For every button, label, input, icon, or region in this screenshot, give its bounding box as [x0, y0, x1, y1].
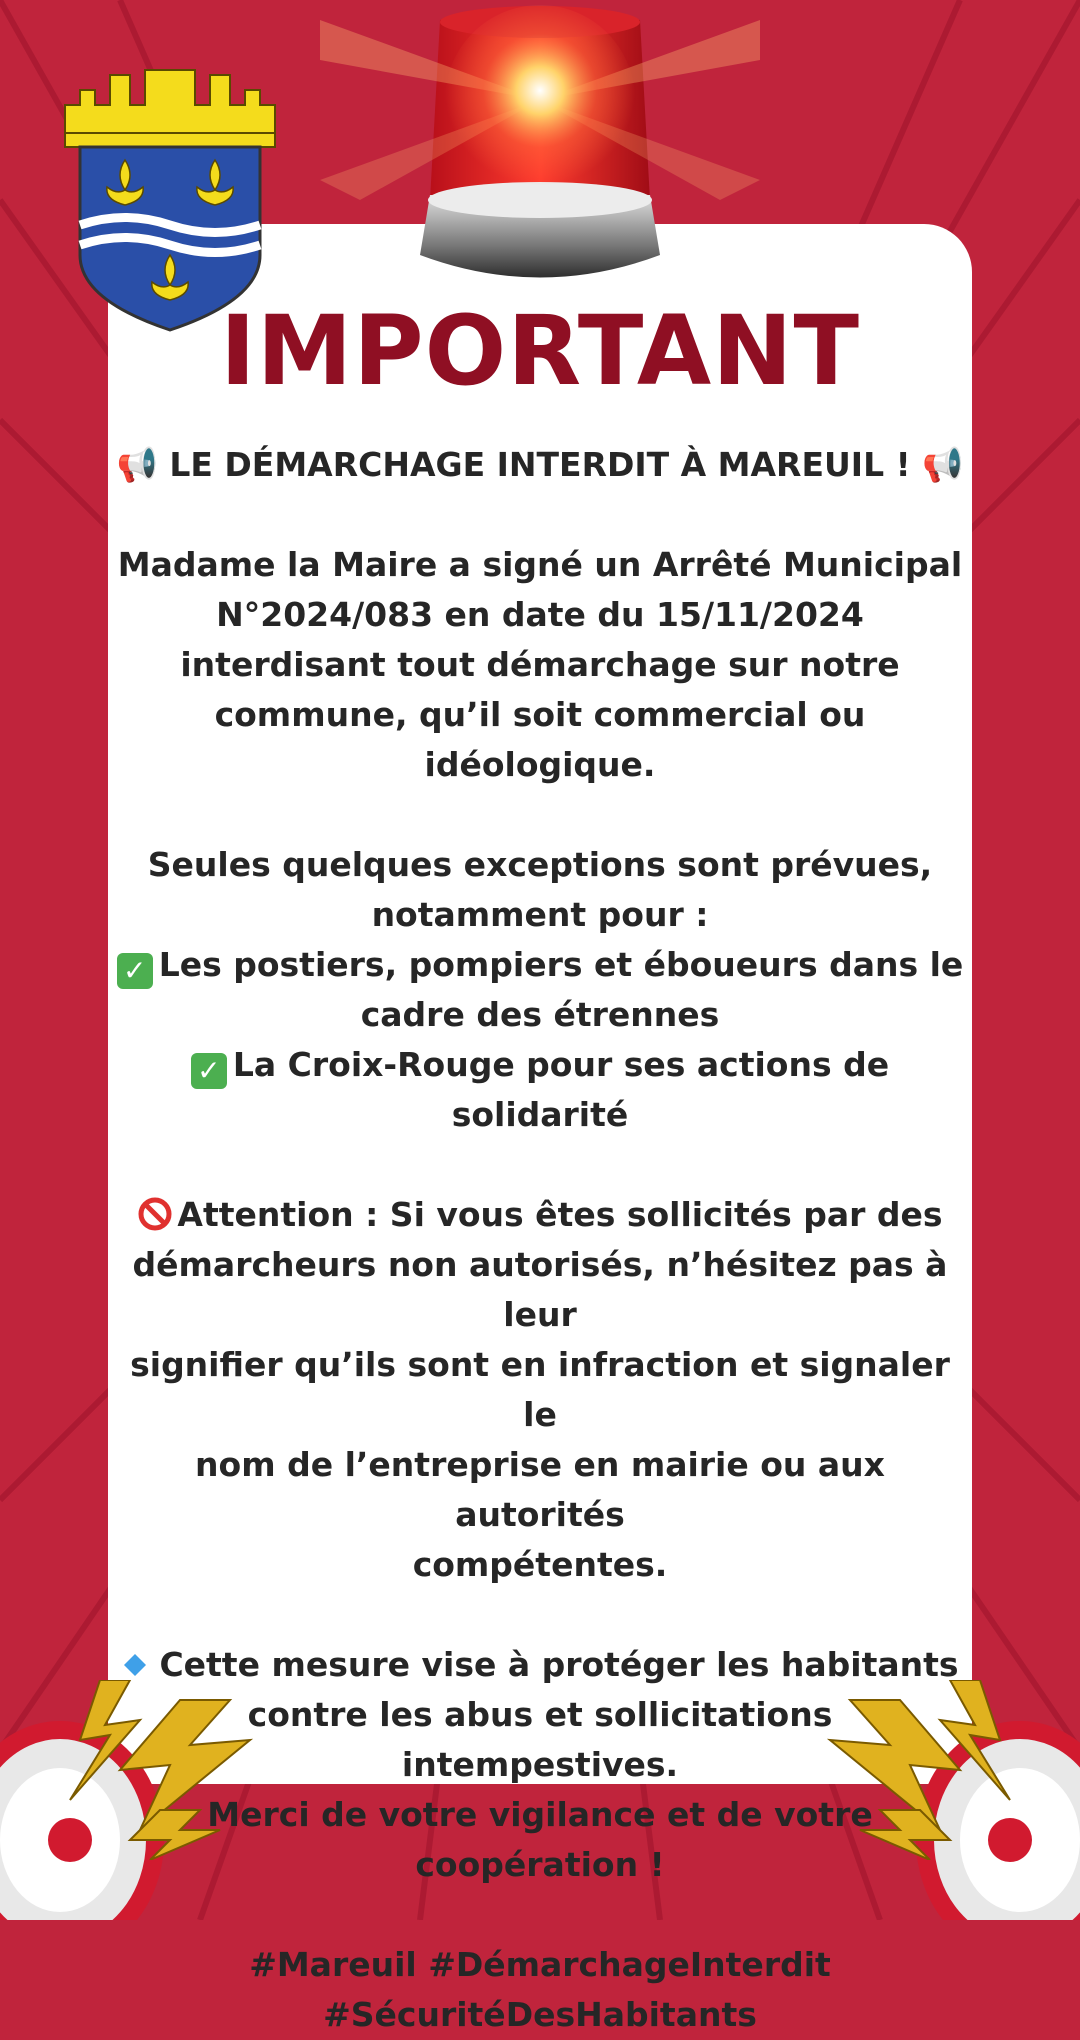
notice-content	[112, 440, 968, 2040]
text-line: démarcheurs non autorisés, n’hésitez pas à leur	[132, 1245, 948, 1334]
check-icon: ✓	[117, 953, 153, 989]
diamond-icon	[121, 1651, 149, 1679]
text-line: nom de l’entreprise en mairie ou aux autorités	[195, 1445, 885, 1534]
text-line: La Croix-Rouge pour ses actions de solidarité	[232, 1045, 890, 1134]
decree-paragraph	[112, 540, 968, 790]
text-line: commune, qu’il soit commercial ou	[214, 695, 866, 734]
text-line: coopération !	[415, 1845, 665, 1884]
text-line: Cette mesure vise à protéger les habitants	[159, 1645, 959, 1684]
text-line: signifier qu’ils sont en infraction et signaler le	[130, 1345, 950, 1434]
text-line: interdisant tout démarchage sur notre	[180, 645, 900, 684]
closing-paragraph	[112, 1640, 968, 1890]
megaphone-icon: 📢	[922, 445, 964, 484]
headline	[112, 440, 968, 490]
headline-text: LE DÉMARCHAGE INTERDIT À MAREUIL !	[169, 445, 911, 484]
text-line: Attention : Si vous êtes sollicités par des	[177, 1195, 943, 1234]
prohibited-icon	[137, 1196, 173, 1232]
text-line: N°2024/083 en date du 15/11/2024	[216, 595, 864, 634]
exceptions-paragraph	[112, 840, 968, 1140]
text-line: Merci de votre vigilance et de votre	[207, 1795, 873, 1834]
text-line: Seules quelques exceptions sont prévues,	[147, 845, 933, 884]
text-line: contre les abus et sollicitations intempestives.	[247, 1695, 833, 1784]
page-title: IMPORTANT	[220, 295, 860, 407]
text-line: Les postiers, pompiers et éboueurs dans le	[158, 945, 964, 984]
text-line: idéologique.	[424, 745, 656, 784]
hashtags	[112, 1940, 968, 2040]
text-line: notamment pour :	[371, 895, 709, 934]
text-line: compétentes.	[412, 1545, 668, 1584]
check-icon: ✓	[191, 1053, 227, 1089]
text-line: Madame la Maire a signé un Arrêté Municipal	[117, 545, 963, 584]
attention-paragraph	[112, 1190, 968, 1590]
hashtag-line: #SécuritéDesHabitants	[323, 1995, 757, 2034]
hashtag-line: #Mareuil #DémarchageInterdit	[249, 1945, 831, 1984]
megaphone-icon: 📢	[116, 445, 158, 484]
siren-icon	[320, 0, 760, 295]
text-line: cadre des étrennes	[360, 995, 720, 1034]
